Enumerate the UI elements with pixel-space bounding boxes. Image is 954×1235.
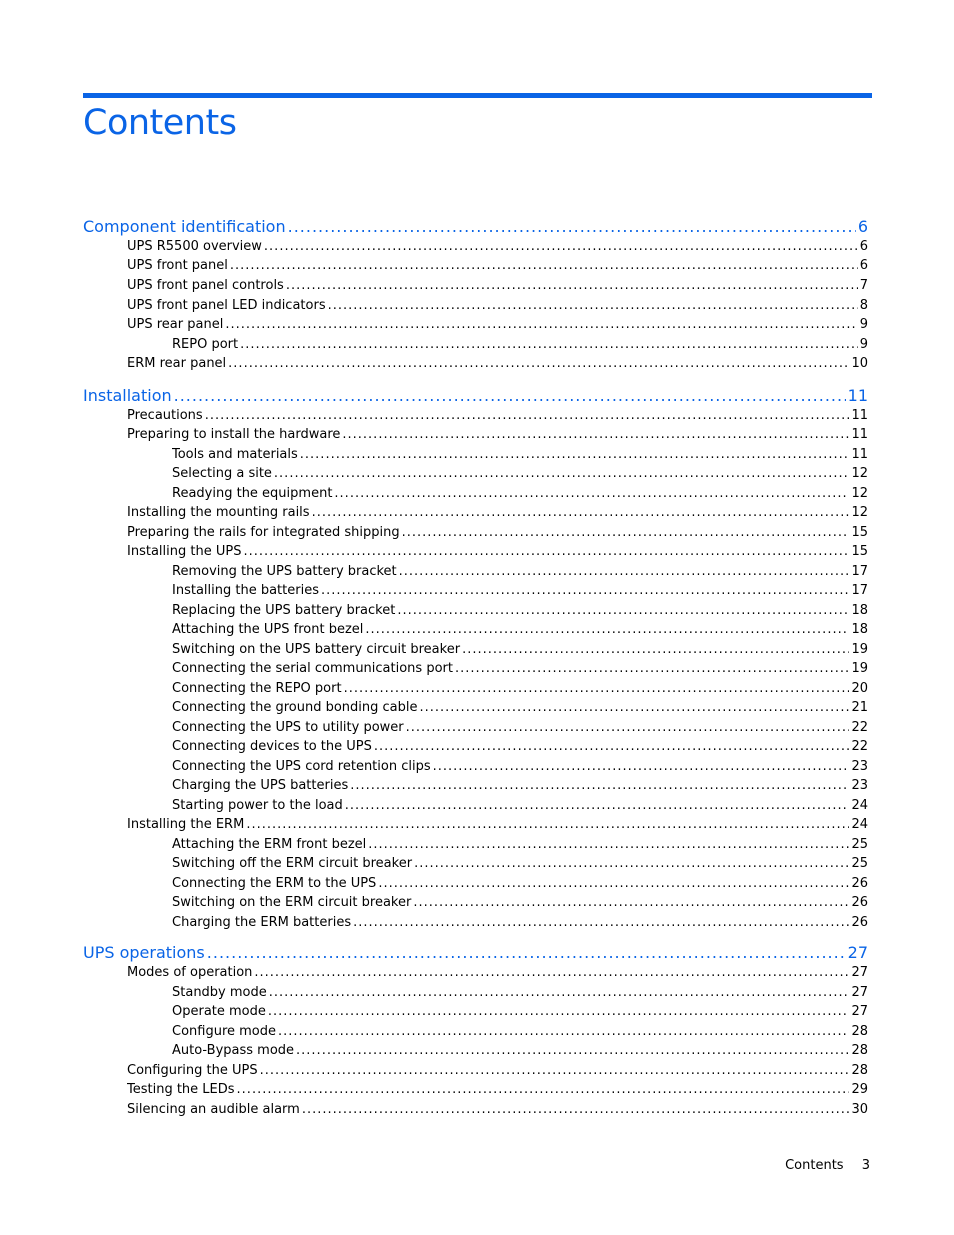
toc-leader-dots: [286, 276, 858, 296]
toc-chapter-link[interactable]: [83, 385, 868, 407]
toc-section-link[interactable]: [127, 1061, 868, 1081]
toc-leader-dots: [300, 445, 850, 465]
toc-entry-label: Connecting the ERM to the UPS: [172, 876, 377, 891]
toc-page-number: 17: [851, 583, 868, 598]
toc-entry-label: Precautions: [127, 408, 203, 423]
toc-page-number: 21: [851, 700, 868, 715]
toc-entry-label: Readying the equipment: [172, 486, 333, 501]
toc-entry-label: Replacing the UPS battery bracket: [172, 603, 396, 618]
toc-page-number: 28: [851, 1024, 868, 1039]
toc-page-number: 10: [851, 356, 868, 371]
toc-leader-dots: [397, 601, 849, 621]
toc-page-number: 26: [851, 915, 868, 930]
toc-leader-dots: [302, 1100, 850, 1120]
toc-entry-label: Attaching the UPS front bezel: [172, 622, 364, 637]
toc-leader-dots: [406, 718, 850, 738]
toc-page-number: 9: [859, 337, 868, 352]
toc-leader-dots: [402, 523, 850, 543]
toc-entry-label: Removing the UPS battery bracket: [172, 564, 397, 579]
toc-section-link[interactable]: [172, 737, 868, 757]
toc-entry-label: Switching on the ERM circuit breaker: [172, 895, 412, 910]
toc-section-link[interactable]: [172, 835, 868, 855]
toc-leader-dots: [278, 1022, 849, 1042]
toc-section-link[interactable]: [172, 484, 868, 504]
toc-section-link[interactable]: [172, 913, 868, 933]
toc-page-number: 12: [851, 505, 868, 520]
toc-entry-label: UPS front panel controls: [127, 278, 284, 293]
toc-page-number: 18: [851, 622, 868, 637]
toc-entry-label: UPS front panel: [127, 258, 228, 273]
page-footer: [785, 1158, 870, 1173]
toc-page-number: 24: [851, 798, 868, 813]
toc-leader-dots: [240, 335, 858, 355]
toc-entry-label: Connecting devices to the UPS: [172, 739, 372, 754]
toc-chapter-link[interactable]: [83, 216, 868, 238]
toc-page-number: 27: [847, 943, 868, 962]
toc-leader-dots: [237, 1080, 850, 1100]
toc-section-link[interactable]: [172, 601, 868, 621]
toc-entry-label: Tools and materials: [172, 447, 298, 462]
toc-page-number: 30: [851, 1102, 868, 1117]
toc-section-link[interactable]: [127, 276, 868, 296]
toc-leader-dots: [328, 296, 858, 316]
toc-section-link[interactable]: [172, 1022, 868, 1042]
toc-page-number: 11: [851, 408, 868, 423]
toc-entry-label: Switching on the UPS battery circuit breaker: [172, 642, 461, 657]
toc-page-number: 11: [851, 447, 868, 462]
title-rule: [83, 93, 872, 98]
toc-entry-label: Connecting the serial communications port: [172, 661, 453, 676]
toc-leader-dots: [225, 315, 857, 335]
toc-section-link[interactable]: [172, 854, 868, 874]
toc-leader-dots: [274, 464, 850, 484]
toc-leader-dots: [455, 659, 849, 679]
toc-entry-label: Silencing an audible alarm: [127, 1102, 300, 1117]
toc-leader-dots: [230, 256, 858, 276]
toc-leader-dots: [288, 216, 856, 238]
toc-leader-dots: [345, 796, 850, 816]
toc-entry-label: UPS front panel LED indicators: [127, 298, 326, 313]
footer-page-number: 3: [861, 1158, 870, 1173]
toc-section-link[interactable]: [127, 1080, 868, 1100]
toc-entry-label: Attaching the ERM front bezel: [172, 837, 367, 852]
toc-leader-dots: [243, 542, 849, 562]
toc-section-link[interactable]: [127, 406, 868, 426]
toc-page-number: 18: [851, 603, 868, 618]
toc-section-link[interactable]: [127, 354, 868, 374]
toc-entry-label: Auto-Bypass mode: [172, 1043, 295, 1058]
toc-page-number: 23: [851, 778, 868, 793]
toc-page-number: 22: [851, 720, 868, 735]
toc-section-link[interactable]: [172, 983, 868, 1003]
toc-page-number: 15: [851, 525, 868, 540]
toc-section-link[interactable]: [127, 256, 868, 276]
toc-section-link[interactable]: [172, 1002, 868, 1022]
toc-leader-dots: [374, 737, 850, 757]
toc-page-number: 28: [851, 1043, 868, 1058]
toc-leader-dots: [228, 354, 849, 374]
footer-label: Contents: [785, 1158, 844, 1173]
toc-leader-dots: [462, 640, 849, 660]
toc-section-link[interactable]: [127, 237, 868, 257]
toc-leader-dots: [420, 698, 850, 718]
toc-section-link[interactable]: [127, 425, 868, 445]
toc-page-number: 19: [851, 661, 868, 676]
toc-page-number: 15: [851, 544, 868, 559]
toc-entry-label: Installing the batteries: [172, 583, 319, 598]
toc-section-link[interactable]: [172, 1041, 868, 1061]
page-title: Contents: [83, 103, 237, 143]
toc-leader-dots: [414, 854, 849, 874]
toc-leader-dots: [296, 1041, 849, 1061]
toc-entry-label: UPS operations: [83, 943, 205, 962]
toc-page-number: 20: [851, 681, 868, 696]
toc-page-number: 8: [859, 298, 868, 313]
toc-entry-label: Connecting the ground bonding cable: [172, 700, 418, 715]
toc-entry-label: Operate mode: [172, 1004, 266, 1019]
toc-leader-dots: [378, 874, 849, 894]
toc-section-link[interactable]: [172, 659, 868, 679]
toc-entry-label: Preparing to install the hardware: [127, 427, 341, 442]
toc-page-number: 24: [851, 817, 868, 832]
toc-entry-label: Charging the ERM batteries: [172, 915, 352, 930]
toc-leader-dots: [269, 983, 850, 1003]
toc-leader-dots: [321, 581, 849, 601]
toc-page-number: 6: [857, 217, 868, 236]
toc-page-number: 29: [851, 1082, 868, 1097]
toc-leader-dots: [254, 963, 849, 983]
toc-section-link[interactable]: [172, 640, 868, 660]
toc-section-link[interactable]: [172, 679, 868, 699]
toc-section-link[interactable]: [172, 757, 868, 777]
toc-page-number: 27: [851, 1004, 868, 1019]
toc-page-number: 27: [851, 965, 868, 980]
toc-leader-dots: [368, 835, 849, 855]
toc-page-number: 17: [851, 564, 868, 579]
toc-leader-dots: [399, 562, 850, 582]
toc-entry-label: Connecting the UPS to utility power: [172, 720, 404, 735]
toc-entry-label: Preparing the rails for integrated shipping: [127, 525, 400, 540]
toc-section-link[interactable]: [172, 445, 868, 465]
toc-page-number: 26: [851, 895, 868, 910]
toc-page-number: 12: [851, 486, 868, 501]
toc-entry-label: Installation: [83, 386, 172, 405]
toc-leader-dots: [365, 620, 849, 640]
toc-entry-label: Starting power to the load: [172, 798, 343, 813]
toc-entry-label: Component identification: [83, 217, 286, 236]
toc-entry-label: Installing the UPS: [127, 544, 242, 559]
toc-page-number: 28: [851, 1063, 868, 1078]
toc-page-number: 22: [851, 739, 868, 754]
toc-section-link[interactable]: [127, 1100, 868, 1120]
toc-leader-dots: [433, 757, 850, 777]
toc-entry-label: REPO port: [172, 337, 239, 352]
toc-entry-label: Installing the ERM: [127, 817, 245, 832]
toc-entry-label: UPS R5500 overview: [127, 239, 262, 254]
toc-page-number: 26: [851, 876, 868, 891]
toc-section-link[interactable]: [172, 893, 868, 913]
toc-section-link[interactable]: [172, 718, 868, 738]
toc-page-number: 23: [851, 759, 868, 774]
toc-section-link[interactable]: [172, 698, 868, 718]
toc-section-link[interactable]: [127, 523, 868, 543]
toc-leader-dots: [207, 942, 846, 964]
toc-leader-dots: [205, 406, 850, 426]
toc-entry-label: Modes of operation: [127, 965, 253, 980]
toc-chapter-link[interactable]: [83, 942, 868, 964]
toc-section-link[interactable]: [127, 815, 868, 835]
toc-leader-dots: [312, 503, 850, 523]
toc-leader-dots: [334, 484, 849, 504]
toc-entry-label: Configuring the UPS: [127, 1063, 258, 1078]
toc-section-link[interactable]: [172, 464, 868, 484]
toc-entry-label: Connecting the REPO port: [172, 681, 342, 696]
toc-section-link[interactable]: [172, 581, 868, 601]
toc-section-link[interactable]: [172, 874, 868, 894]
toc-entry-label: Charging the UPS batteries: [172, 778, 349, 793]
toc-leader-dots: [353, 913, 849, 933]
toc-section-link[interactable]: [172, 335, 868, 355]
toc-section-link[interactable]: [172, 620, 868, 640]
toc-page-number: 11: [847, 386, 868, 405]
toc-page-number: 19: [851, 642, 868, 657]
toc-page-number: 25: [851, 837, 868, 852]
toc-page-number: 9: [859, 317, 868, 332]
toc-page-number: 11: [851, 427, 868, 442]
toc-page-number: 27: [851, 985, 868, 1000]
toc-entry-label: ERM rear panel: [127, 356, 227, 371]
toc-page-number: 12: [851, 466, 868, 481]
toc-entry-label: Switching off the ERM circuit breaker: [172, 856, 413, 871]
toc-entry-label: Configure mode: [172, 1024, 277, 1039]
toc-leader-dots: [246, 815, 849, 835]
toc-page-number: 25: [851, 856, 868, 871]
toc-leader-dots: [342, 425, 849, 445]
toc-section-link[interactable]: [127, 315, 868, 335]
toc-entry-label: Testing the LEDs: [127, 1082, 235, 1097]
toc-page-number: 6: [859, 258, 868, 273]
toc-entry-label: Installing the mounting rails: [127, 505, 310, 520]
toc-page-number: 7: [859, 278, 868, 293]
toc-entry-label: UPS rear panel: [127, 317, 224, 332]
toc-leader-dots: [344, 679, 850, 699]
toc-section-link[interactable]: [127, 503, 868, 523]
toc-section-link[interactable]: [172, 796, 868, 816]
toc-section-link[interactable]: [127, 963, 868, 983]
toc-section-link[interactable]: [127, 296, 868, 316]
toc-section-link[interactable]: [172, 776, 868, 796]
toc-section-link[interactable]: [127, 542, 868, 562]
toc-leader-dots: [268, 1002, 850, 1022]
toc-leader-dots: [174, 385, 846, 407]
toc-entry-label: Standby mode: [172, 985, 267, 1000]
toc-entry-label: Connecting the UPS cord retention clips: [172, 759, 431, 774]
toc-leader-dots: [264, 237, 858, 257]
toc-section-link[interactable]: [172, 562, 868, 582]
toc-leader-dots: [350, 776, 849, 796]
toc-entry-label: Selecting a site: [172, 466, 272, 481]
toc-page-number: 6: [859, 239, 868, 254]
toc-leader-dots: [413, 893, 849, 913]
toc-leader-dots: [260, 1061, 850, 1081]
